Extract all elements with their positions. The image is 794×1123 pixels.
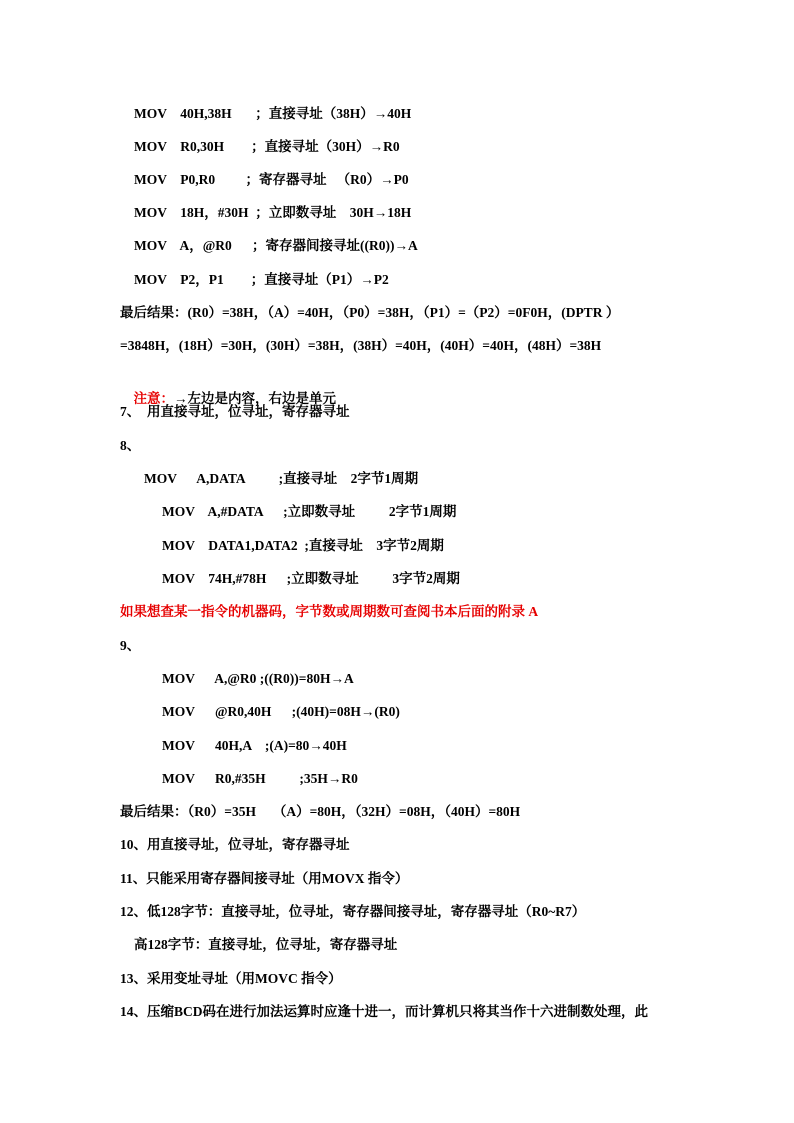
- code-line-5: MOV A，@R0 ；寄存器间接寻址((R0))→A: [134, 238, 418, 253]
- code-line-2: MOV R0,30H ；直接寻址（30H）→R0: [134, 139, 400, 154]
- answer-8-code-4: MOV 74H,#78H ;立即数寻址 3字节2周期: [162, 571, 460, 586]
- answer-9-code-2: MOV @R0,40H ;(40H)=08H→(R0): [162, 704, 400, 719]
- code-line-6: MOV P2，P1 ；直接寻址（P1）→P2: [134, 272, 389, 287]
- answer-14: 14、压缩BCD码在进行加法运算时应逢十进一，而计算机只将其当作十六进制数处理，此: [120, 1004, 649, 1019]
- answer-11: 11、只能采用寄存器间接寻址（用MOVX 指令）: [120, 871, 409, 886]
- answer-9-code-4: MOV R0,#35H ;35H→R0: [162, 771, 358, 786]
- answer-8-code-3: MOV DATA1,DATA2 ;直接寻址 3字节2周期: [162, 538, 444, 553]
- result-line-1: 最后结果：(R0）=38H，（A）=40H，（P0）=38H，（P1）=（P2）=0F0H，(DPTR ）: [120, 305, 620, 320]
- answer-9-result: 最后结果：（R0）=35H （A）=80H，（32H）=08H，（40H）=80H: [120, 804, 521, 819]
- answer-7: 7、 用直接寻址，位寻址，寄存器寻址: [120, 404, 350, 419]
- code-line-4: MOV 18H，#30H ；立即数寻址 30H→18H: [134, 205, 412, 220]
- answer-9-code-1: MOV A,@R0 ;((R0))=80H→A: [162, 671, 354, 686]
- answer-8-code-2: MOV A,#DATA ;立即数寻址 2字节1周期: [162, 504, 457, 519]
- result-line-2: =3848H，(18H）=30H，(30H）=38H，(38H）=40H，(40H）=40H，(48H）=38H: [120, 338, 602, 353]
- answer-8-code-1: MOV A,DATA ;直接寻址 2字节1周期: [144, 471, 419, 486]
- answer-12: 12、低128字节：直接寻址，位寻址，寄存器间接寻址，寄存器寻址（R0~R7）: [120, 904, 586, 919]
- note-text: →左边是内容，右边是单元: [174, 391, 336, 406]
- answer-10: 10、用直接寻址，位寻址，寄存器寻址: [120, 837, 350, 852]
- code-line-1: MOV 40H,38H ；直接寻址（38H）→40H: [134, 106, 412, 121]
- code-line-3: MOV P0,R0 ；寄存器寻址 （R0）→P0: [134, 172, 409, 187]
- answer-13: 13、采用变址寻址（用MOVC 指令）: [120, 971, 342, 986]
- answer-8-heading: 8、: [120, 438, 141, 453]
- answer-9-heading: 9、: [120, 638, 141, 653]
- answer-9-code-3: MOV 40H,A ;(A)=80→40H: [162, 738, 347, 753]
- answer-12-cont: 高128字节：直接寻址，位寻址，寄存器寻址: [134, 937, 398, 952]
- note-label: 注意：: [133, 391, 174, 406]
- appendix-hint: 如果想查某一指令的机器码，字节数或周期数可查阅书本后面的附录 A: [120, 604, 539, 619]
